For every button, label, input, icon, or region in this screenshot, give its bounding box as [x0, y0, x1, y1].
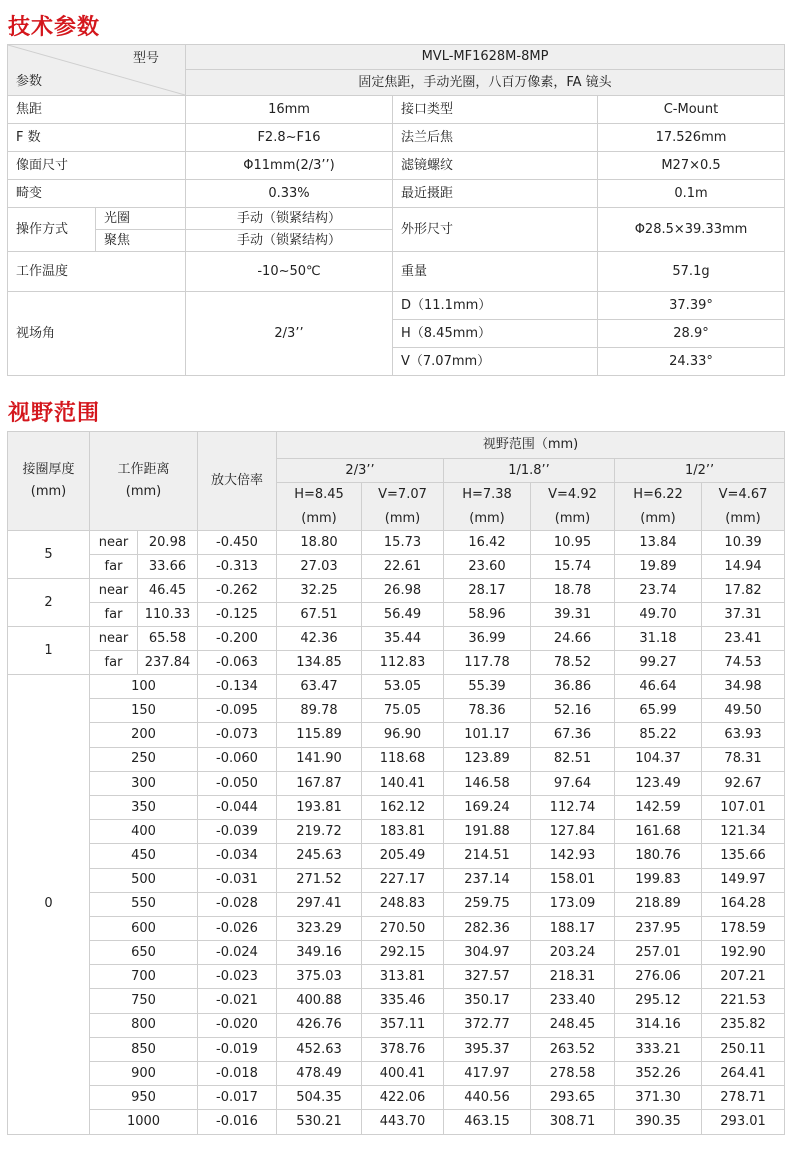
fov-value-cell: 400.41 — [362, 1062, 444, 1086]
ring-thickness-cell: 0 — [8, 675, 90, 1135]
table-row — [8, 1110, 785, 1134]
table-row — [8, 868, 785, 892]
fov-value-cell: 161.68 — [615, 820, 702, 844]
fov-value-cell: 293.01 — [702, 1110, 785, 1134]
spec-table — [7, 44, 785, 376]
dimension-header: H=6.22 (mm) — [615, 483, 702, 531]
distortion-value: 0.33% — [186, 180, 393, 208]
focal-length-label: 焦距 — [8, 96, 186, 124]
fov-value-cell: 395.37 — [444, 1037, 531, 1061]
fov-value-cell: 17.82 — [702, 579, 785, 603]
fov-value-cell: 32.25 — [277, 579, 362, 603]
image-size-value: Φ11mm(2/3’’) — [186, 152, 393, 180]
fov-value-cell: 292.15 — [362, 941, 444, 965]
fov-value-cell: 218.31 — [531, 965, 615, 989]
table-row — [8, 723, 785, 747]
fov-value-cell: 112.83 — [362, 651, 444, 675]
spec-header-corner — [8, 45, 186, 96]
dimension-header: H=8.45 (mm) — [277, 483, 362, 531]
min-distance-label: 最近摄距 — [393, 180, 598, 208]
fov-value-cell: 352.26 — [615, 1062, 702, 1086]
fov-value-cell: 10.95 — [531, 531, 615, 555]
fov-value-cell: 27.03 — [277, 555, 362, 579]
fov-value-cell: 278.58 — [531, 1062, 615, 1086]
fov-value-cell: 390.35 — [615, 1110, 702, 1134]
table-row — [8, 747, 785, 771]
operation-label: 操作方式 — [8, 208, 96, 252]
fov-value-cell: 63.47 — [277, 675, 362, 699]
fov-value-cell: 123.89 — [444, 747, 531, 771]
fov-value-cell: 96.90 — [362, 723, 444, 747]
fov-value-cell: 308.71 — [531, 1110, 615, 1134]
weight-label: 重量 — [393, 252, 598, 292]
fov-value-cell: 92.67 — [702, 771, 785, 795]
fov-value-cell: 18.78 — [531, 579, 615, 603]
working-distance-cell: 300 — [90, 771, 198, 795]
fov-value-cell: 63.93 — [702, 723, 785, 747]
fov-value-cell: 52.16 — [531, 699, 615, 723]
fov-value-cell: 23.60 — [444, 555, 531, 579]
fov-value-cell: 304.97 — [444, 941, 531, 965]
fov-value-cell: 350.17 — [444, 989, 531, 1013]
fov-value-cell: 235.82 — [702, 1013, 785, 1037]
fov-value-cell: 142.59 — [615, 795, 702, 819]
magnification-cell: -0.034 — [198, 844, 277, 868]
temperature-value: -10~50℃ — [186, 252, 393, 292]
fov-value-cell: 214.51 — [444, 844, 531, 868]
fov-value-cell: 107.01 — [702, 795, 785, 819]
fov-value-cell: 173.09 — [531, 892, 615, 916]
working-distance-cell: 600 — [90, 916, 198, 940]
fov-value-cell: 146.58 — [444, 771, 531, 795]
fov-value-cell: 276.06 — [615, 965, 702, 989]
working-distance-cell: 500 — [90, 868, 198, 892]
fov-value-cell: 278.71 — [702, 1086, 785, 1110]
mount-label: 接口类型 — [393, 96, 598, 124]
near-far-cell: far — [90, 555, 138, 579]
table-row — [8, 699, 785, 723]
fov-value-cell: 293.65 — [531, 1086, 615, 1110]
fov-value-cell: 207.21 — [702, 965, 785, 989]
table-row — [8, 579, 785, 603]
fov-value-cell: 78.52 — [531, 651, 615, 675]
magnification-cell: -0.017 — [198, 1086, 277, 1110]
header-param-label: 参数 — [16, 74, 43, 90]
fov-value-cell: 192.90 — [702, 941, 785, 965]
fov-value-cell: 10.39 — [702, 531, 785, 555]
fov-value-cell: 97.64 — [531, 771, 615, 795]
magnification-cell: -0.031 — [198, 868, 277, 892]
fov-v-value: 24.33° — [598, 348, 785, 376]
sensor-header: 2/3’’ — [277, 459, 444, 483]
working-distance-cell: 110.33 — [138, 603, 198, 627]
fov-value-cell: 78.36 — [444, 699, 531, 723]
fov-d-label: D（11.1mm） — [393, 292, 598, 320]
table-row — [8, 795, 785, 819]
working-distance-cell: 46.45 — [138, 579, 198, 603]
magnification-cell: -0.024 — [198, 941, 277, 965]
fov-section-title: 视野范围 — [8, 401, 101, 426]
working-distance-cell: 650 — [90, 941, 198, 965]
fov-value-cell: 372.77 — [444, 1013, 531, 1037]
magnification-cell: -0.028 — [198, 892, 277, 916]
magnification-cell: -0.262 — [198, 579, 277, 603]
magnification-cell: -0.134 — [198, 675, 277, 699]
table-row — [8, 916, 785, 940]
fov-value-cell: 443.70 — [362, 1110, 444, 1134]
fov-value-cell: 142.93 — [531, 844, 615, 868]
fov-value-cell: 327.57 — [444, 965, 531, 989]
fov-value-cell: 188.17 — [531, 916, 615, 940]
fov-value-cell: 24.66 — [531, 627, 615, 651]
fov-value-cell: 149.97 — [702, 868, 785, 892]
fov-value-cell: 463.15 — [444, 1110, 531, 1134]
fov-value-cell: 65.99 — [615, 699, 702, 723]
fov-value-cell: 180.76 — [615, 844, 702, 868]
fov-value-cell: 15.74 — [531, 555, 615, 579]
fov-value-cell: 117.78 — [444, 651, 531, 675]
table-row — [8, 989, 785, 1013]
fov-value-cell: 135.66 — [702, 844, 785, 868]
fov-value-cell: 49.50 — [702, 699, 785, 723]
fov-value-cell: 104.37 — [615, 747, 702, 771]
dimension-label: 外形尺寸 — [393, 208, 598, 252]
fov-value-cell: 422.06 — [362, 1086, 444, 1110]
working-distance-cell: 33.66 — [138, 555, 198, 579]
working-distance-cell: 200 — [90, 723, 198, 747]
flange-label: 法兰后焦 — [393, 124, 598, 152]
image-size-label: 像面尺寸 — [8, 152, 186, 180]
working-distance-cell: 250 — [90, 747, 198, 771]
filter-thread-label: 滤镜螺纹 — [393, 152, 598, 180]
fov-value-cell: 14.94 — [702, 555, 785, 579]
table-row — [8, 627, 785, 651]
fov-value-cell: 28.17 — [444, 579, 531, 603]
ring-thickness-cell: 1 — [8, 627, 90, 675]
working-distance-cell: 450 — [90, 844, 198, 868]
ring-thickness-cell: 5 — [8, 531, 90, 579]
fov-value-cell: 158.01 — [531, 868, 615, 892]
working-distance-cell: 900 — [90, 1062, 198, 1086]
min-distance-value: 0.1m — [598, 180, 785, 208]
fov-value-cell: 478.49 — [277, 1062, 362, 1086]
magnification-cell: -0.026 — [198, 916, 277, 940]
fov-value-cell: 371.30 — [615, 1086, 702, 1110]
fov-value-cell: 205.49 — [362, 844, 444, 868]
near-far-cell: far — [90, 651, 138, 675]
fov-value-cell: 75.05 — [362, 699, 444, 723]
fov-value-cell: 263.52 — [531, 1037, 615, 1061]
fov-value-cell: 82.51 — [531, 747, 615, 771]
fov-v-label: V（7.07mm） — [393, 348, 598, 376]
col-ring-header: 接圈厚度 (mm) — [8, 432, 90, 531]
table-row — [8, 1062, 785, 1086]
magnification-cell: -0.063 — [198, 651, 277, 675]
fov-value-cell: 178.59 — [702, 916, 785, 940]
magnification-cell: -0.019 — [198, 1037, 277, 1061]
fov-value-cell: 19.89 — [615, 555, 702, 579]
near-far-cell: near — [90, 579, 138, 603]
fov-value-cell: 257.01 — [615, 941, 702, 965]
fov-value-cell: 115.89 — [277, 723, 362, 747]
working-distance-cell: 700 — [90, 965, 198, 989]
ring-thickness-cell: 2 — [8, 579, 90, 627]
magnification-cell: -0.039 — [198, 820, 277, 844]
table-row — [8, 844, 785, 868]
fov-value-cell: 282.36 — [444, 916, 531, 940]
fov-value-cell: 417.97 — [444, 1062, 531, 1086]
magnification-cell: -0.023 — [198, 965, 277, 989]
aperture-label: 光圈 — [96, 208, 186, 230]
fov-value-cell: 13.84 — [615, 531, 702, 555]
sensor-header: 1/2’’ — [615, 459, 785, 483]
magnification-cell: -0.060 — [198, 747, 277, 771]
focal-length-value: 16mm — [186, 96, 393, 124]
near-far-cell: far — [90, 603, 138, 627]
working-distance-cell: 20.98 — [138, 531, 198, 555]
table-row — [8, 603, 785, 627]
fov-value-cell: 245.63 — [277, 844, 362, 868]
magnification-cell: -0.018 — [198, 1062, 277, 1086]
table-row — [8, 965, 785, 989]
working-distance-cell: 150 — [90, 699, 198, 723]
fov-value-cell: 271.52 — [277, 868, 362, 892]
magnification-cell: -0.044 — [198, 795, 277, 819]
fov-value-cell: 134.85 — [277, 651, 362, 675]
working-distance-cell: 550 — [90, 892, 198, 916]
fov-value-cell: 233.40 — [531, 989, 615, 1013]
fov-value-cell: 36.99 — [444, 627, 531, 651]
table-row — [8, 941, 785, 965]
fov-angle-label: 视场角 — [8, 292, 186, 376]
working-distance-cell: 350 — [90, 795, 198, 819]
fov-value-cell: 530.21 — [277, 1110, 362, 1134]
fov-value-cell: 141.90 — [277, 747, 362, 771]
fov-d-value: 37.39° — [598, 292, 785, 320]
fov-value-cell: 16.42 — [444, 531, 531, 555]
fov-value-cell: 127.84 — [531, 820, 615, 844]
fov-value-cell: 26.98 — [362, 579, 444, 603]
fov-value-cell: 375.03 — [277, 965, 362, 989]
fov-value-cell: 22.61 — [362, 555, 444, 579]
weight-value: 57.1g — [598, 252, 785, 292]
focus-label: 聚焦 — [96, 230, 186, 252]
working-distance-cell: 100 — [90, 675, 198, 699]
fov-value-cell: 39.31 — [531, 603, 615, 627]
fov-value-cell: 237.95 — [615, 916, 702, 940]
fov-value-cell: 199.83 — [615, 868, 702, 892]
fov-value-cell: 56.49 — [362, 603, 444, 627]
fov-value-cell: 58.96 — [444, 603, 531, 627]
magnification-cell: -0.200 — [198, 627, 277, 651]
fov-value-cell: 219.72 — [277, 820, 362, 844]
fov-h-value: 28.9° — [598, 320, 785, 348]
filter-thread-value: M27×0.5 — [598, 152, 785, 180]
fov-value-cell: 67.51 — [277, 603, 362, 627]
fov-angle-sensor: 2/3’’ — [186, 292, 393, 376]
flange-value: 17.526mm — [598, 124, 785, 152]
magnification-cell: -0.021 — [198, 989, 277, 1013]
table-row — [8, 555, 785, 579]
fov-value-cell: 313.81 — [362, 965, 444, 989]
table-row — [8, 892, 785, 916]
dimension-header: V=7.07 (mm) — [362, 483, 444, 531]
fov-value-cell: 203.24 — [531, 941, 615, 965]
working-distance-cell: 950 — [90, 1086, 198, 1110]
fov-value-cell: 250.11 — [702, 1037, 785, 1061]
distortion-label: 畸变 — [8, 180, 186, 208]
magnification-cell: -0.020 — [198, 1013, 277, 1037]
fov-value-cell: 164.28 — [702, 892, 785, 916]
magnification-cell: -0.450 — [198, 531, 277, 555]
magnification-cell: -0.313 — [198, 555, 277, 579]
fov-value-cell: 53.05 — [362, 675, 444, 699]
table-row — [8, 675, 785, 699]
fov-value-cell: 89.78 — [277, 699, 362, 723]
table-row — [8, 820, 785, 844]
near-far-cell: near — [90, 531, 138, 555]
table-row — [8, 1086, 785, 1110]
fov-value-cell: 452.63 — [277, 1037, 362, 1061]
fov-value-cell: 49.70 — [615, 603, 702, 627]
table-row — [8, 771, 785, 795]
table-row — [8, 531, 785, 555]
working-distance-cell: 65.58 — [138, 627, 198, 651]
fov-value-cell: 333.21 — [615, 1037, 702, 1061]
fov-value-cell: 23.74 — [615, 579, 702, 603]
fov-value-cell: 335.46 — [362, 989, 444, 1013]
fov-value-cell: 18.80 — [277, 531, 362, 555]
magnification-cell: -0.073 — [198, 723, 277, 747]
fov-h-label: H（8.45mm） — [393, 320, 598, 348]
dimension-header: V=4.67 (mm) — [702, 483, 785, 531]
fov-value-cell: 121.34 — [702, 820, 785, 844]
fov-value-cell: 227.17 — [362, 868, 444, 892]
fov-value-cell: 400.88 — [277, 989, 362, 1013]
fov-value-cell: 99.27 — [615, 651, 702, 675]
working-distance-cell: 800 — [90, 1013, 198, 1037]
fov-value-cell: 378.76 — [362, 1037, 444, 1061]
mount-value: C-Mount — [598, 96, 785, 124]
fov-value-cell: 297.41 — [277, 892, 362, 916]
working-distance-cell: 750 — [90, 989, 198, 1013]
focus-value: 手动（锁紧结构） — [186, 230, 393, 252]
fov-value-cell: 193.81 — [277, 795, 362, 819]
fov-value-cell: 314.16 — [615, 1013, 702, 1037]
header-model-label: 型号 — [132, 51, 159, 66]
aperture-value: 手动（锁紧结构） — [186, 208, 393, 230]
col-range-header: 视野范围（mm) — [277, 432, 785, 459]
fov-value-cell: 23.41 — [702, 627, 785, 651]
fov-value-cell: 31.18 — [615, 627, 702, 651]
working-distance-cell: 850 — [90, 1037, 198, 1061]
fov-value-cell: 295.12 — [615, 989, 702, 1013]
fov-value-cell: 183.81 — [362, 820, 444, 844]
fov-value-cell: 74.53 — [702, 651, 785, 675]
fov-value-cell: 357.11 — [362, 1013, 444, 1037]
table-row — [8, 651, 785, 675]
fov-value-cell: 221.53 — [702, 989, 785, 1013]
fov-value-cell: 46.64 — [615, 675, 702, 699]
dimension-header: V=4.92 (mm) — [531, 483, 615, 531]
fov-value-cell: 270.50 — [362, 916, 444, 940]
fov-value-cell: 67.36 — [531, 723, 615, 747]
fov-value-cell: 167.87 — [277, 771, 362, 795]
fov-value-cell: 426.76 — [277, 1013, 362, 1037]
magnification-cell: -0.016 — [198, 1110, 277, 1134]
magnification-cell: -0.125 — [198, 603, 277, 627]
fov-value-cell: 191.88 — [444, 820, 531, 844]
dimension-value: Φ28.5×39.33mm — [598, 208, 785, 252]
fov-value-cell: 264.41 — [702, 1062, 785, 1086]
fov-value-cell: 55.39 — [444, 675, 531, 699]
fov-value-cell: 112.74 — [531, 795, 615, 819]
fov-value-cell: 37.31 — [702, 603, 785, 627]
temperature-label: 工作温度 — [8, 252, 186, 292]
fov-value-cell: 237.14 — [444, 868, 531, 892]
working-distance-cell: 237.84 — [138, 651, 198, 675]
fov-value-cell: 140.41 — [362, 771, 444, 795]
table-row — [8, 1013, 785, 1037]
fov-value-cell: 259.75 — [444, 892, 531, 916]
col-mag-header: 放大倍率 — [198, 432, 277, 531]
fov-value-cell: 349.16 — [277, 941, 362, 965]
fov-value-cell: 248.83 — [362, 892, 444, 916]
working-distance-cell: 1000 — [90, 1110, 198, 1134]
near-far-cell: near — [90, 627, 138, 651]
model-name: MVL-MF1628M-8MP — [186, 45, 785, 70]
fov-value-cell: 34.98 — [702, 675, 785, 699]
fov-value-cell: 85.22 — [615, 723, 702, 747]
f-number-value: F2.8~F16 — [186, 124, 393, 152]
working-distance-cell: 400 — [90, 820, 198, 844]
magnification-cell: -0.095 — [198, 699, 277, 723]
fov-value-cell: 36.86 — [531, 675, 615, 699]
fov-value-cell: 42.36 — [277, 627, 362, 651]
fov-value-cell: 118.68 — [362, 747, 444, 771]
fov-value-cell: 101.17 — [444, 723, 531, 747]
fov-value-cell: 162.12 — [362, 795, 444, 819]
fov-value-cell: 440.56 — [444, 1086, 531, 1110]
fov-value-cell: 323.29 — [277, 916, 362, 940]
spec-section-title: 技术参数 — [8, 15, 101, 40]
fov-value-cell: 123.49 — [615, 771, 702, 795]
sensor-header: 1/1.8’’ — [444, 459, 615, 483]
fov-value-cell: 78.31 — [702, 747, 785, 771]
fov-value-cell: 35.44 — [362, 627, 444, 651]
fov-value-cell: 15.73 — [362, 531, 444, 555]
col-wd-header: 工作距离 (mm) — [90, 432, 198, 531]
dimension-header: H=7.38 (mm) — [444, 483, 531, 531]
table-row — [8, 1037, 785, 1061]
magnification-cell: -0.050 — [198, 771, 277, 795]
f-number-label: F 数 — [8, 124, 186, 152]
fov-table — [7, 431, 785, 1135]
fov-value-cell: 169.24 — [444, 795, 531, 819]
fov-value-cell: 248.45 — [531, 1013, 615, 1037]
fov-value-cell: 218.89 — [615, 892, 702, 916]
model-description: 固定焦距，手动光圈，八百万像素，FA 镜头 — [186, 70, 785, 96]
fov-value-cell: 504.35 — [277, 1086, 362, 1110]
